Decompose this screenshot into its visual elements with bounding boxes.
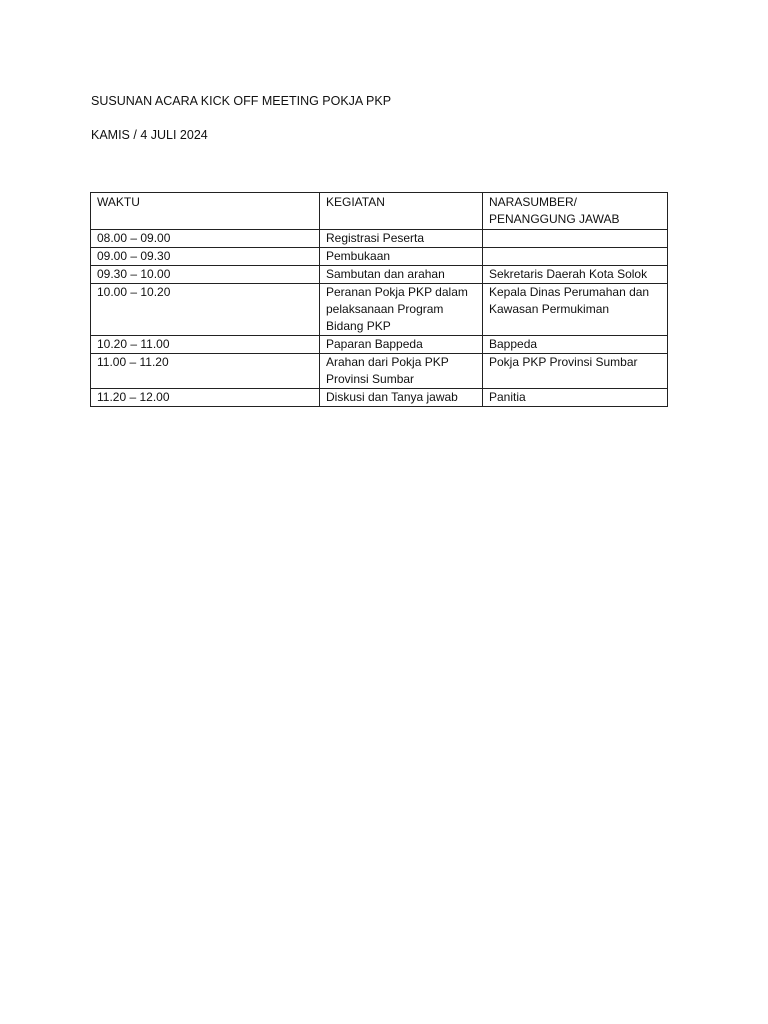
cell-narasumber: Panitia bbox=[483, 389, 668, 407]
table-row bbox=[91, 336, 668, 354]
table-row bbox=[91, 230, 668, 248]
table-row bbox=[91, 266, 668, 284]
schedule-table bbox=[90, 192, 668, 407]
cell-waktu: 10.20 – 11.00 bbox=[91, 336, 320, 354]
cell-kegiatan: Pembukaan bbox=[320, 248, 483, 266]
cell-kegiatan: Peranan Pokja PKP dalam pelaksanaan Program Bidang PKP bbox=[320, 284, 483, 336]
table-row bbox=[91, 389, 668, 407]
cell-narasumber: Pokja PKP Provinsi Sumbar bbox=[483, 354, 668, 389]
document-date: KAMIS / 4 JULI 2024 bbox=[91, 128, 208, 142]
cell-waktu: 08.00 – 09.00 bbox=[91, 230, 320, 248]
cell-kegiatan: Paparan Bappeda bbox=[320, 336, 483, 354]
cell-waktu: 11.00 – 11.20 bbox=[91, 354, 320, 389]
cell-waktu: 11.20 – 12.00 bbox=[91, 389, 320, 407]
cell-kegiatan: Diskusi dan Tanya jawab bbox=[320, 389, 483, 407]
cell-narasumber bbox=[483, 248, 668, 266]
cell-kegiatan: Sambutan dan arahan bbox=[320, 266, 483, 284]
table-row bbox=[91, 248, 668, 266]
cell-narasumber: Bappeda bbox=[483, 336, 668, 354]
table-header-row bbox=[91, 193, 668, 230]
header-waktu: WAKTU bbox=[91, 193, 320, 230]
header-narasumber: NARASUMBER/ PENANGGUNG JAWAB bbox=[483, 193, 668, 230]
document-title: SUSUNAN ACARA KICK OFF MEETING POKJA PKP bbox=[91, 94, 392, 108]
cell-kegiatan: Registrasi Peserta bbox=[320, 230, 483, 248]
cell-narasumber: Kepala Dinas Perumahan dan Kawasan Permukiman bbox=[483, 284, 668, 336]
cell-narasumber bbox=[483, 230, 668, 248]
table-row bbox=[91, 284, 668, 336]
table-row bbox=[91, 354, 668, 389]
cell-waktu: 10.00 – 10.20 bbox=[91, 284, 320, 336]
cell-kegiatan: Arahan dari Pokja PKP Provinsi Sumbar bbox=[320, 354, 483, 389]
cell-narasumber: Sekretaris Daerah Kota Solok bbox=[483, 266, 668, 284]
cell-waktu: 09.30 – 10.00 bbox=[91, 266, 320, 284]
header-kegiatan: KEGIATAN bbox=[320, 193, 483, 230]
cell-waktu: 09.00 – 09.30 bbox=[91, 248, 320, 266]
